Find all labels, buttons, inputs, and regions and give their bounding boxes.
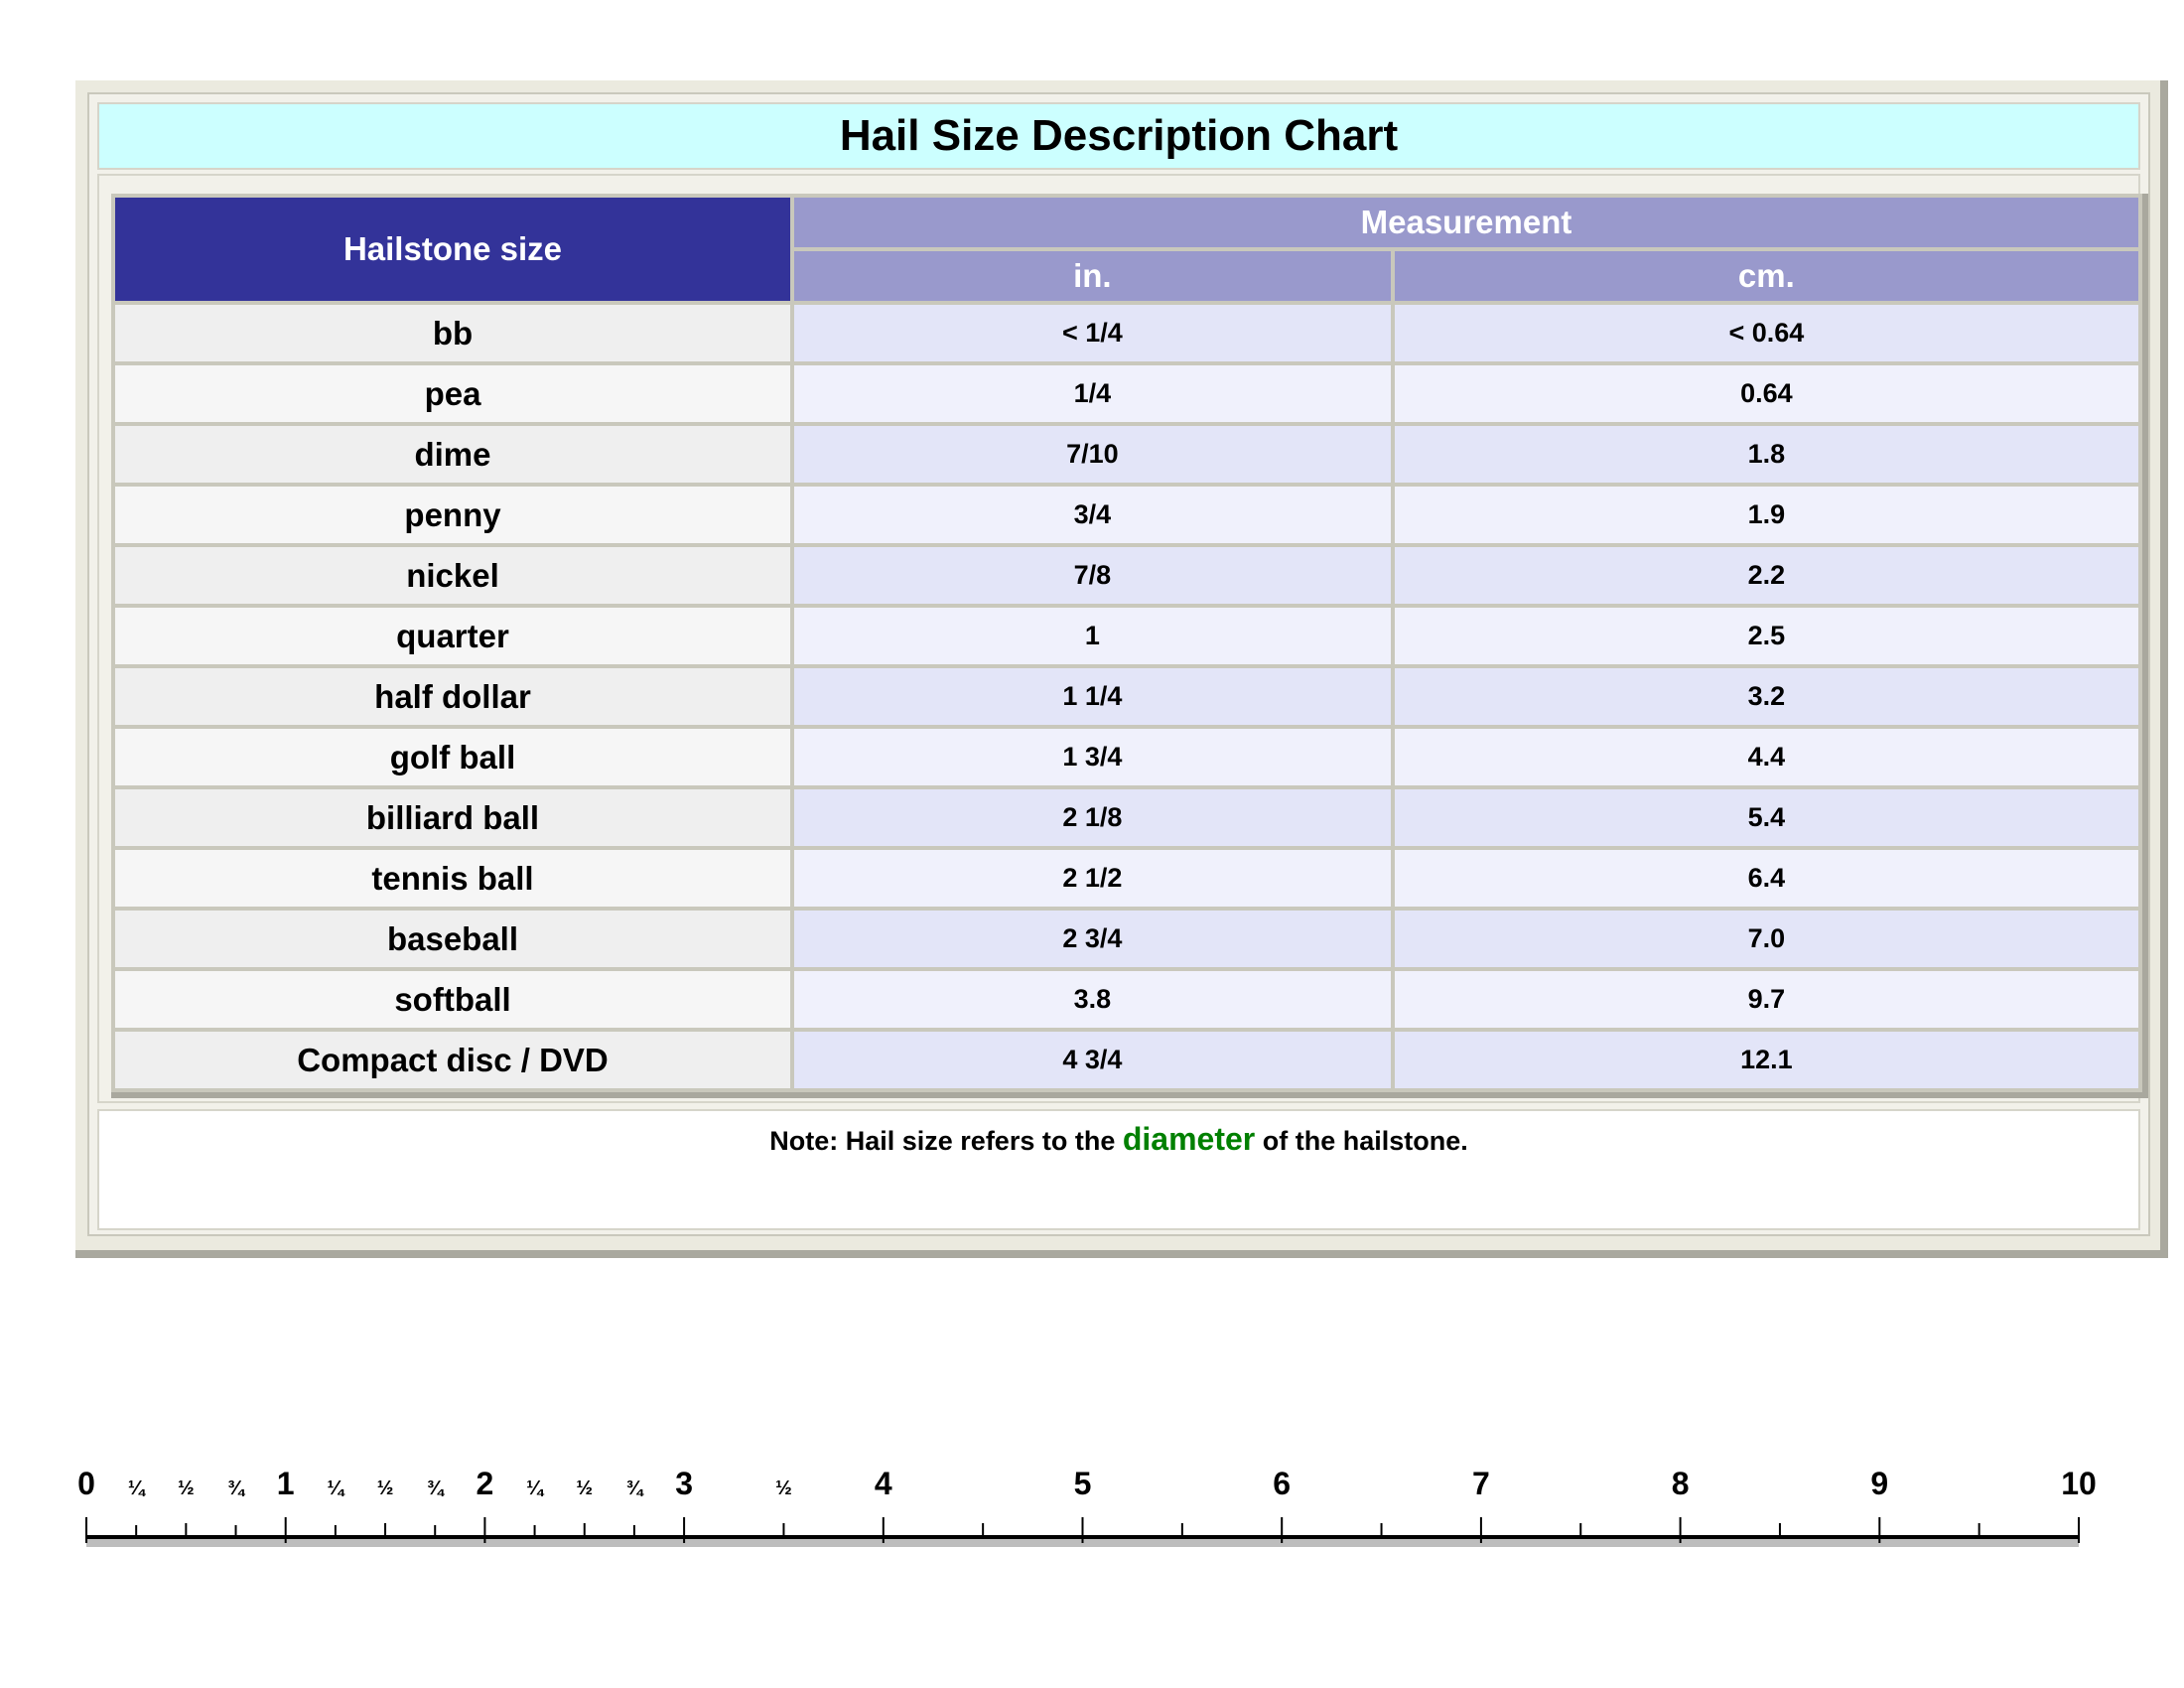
- inches-cell: < 1/4: [794, 305, 1391, 361]
- centimeters-cell: 1.8: [1395, 426, 2138, 483]
- centimeters-cell: 4.4: [1395, 729, 2138, 785]
- inches-cell: 1: [794, 608, 1391, 664]
- ruler-inch-label: 2: [476, 1466, 494, 1501]
- centimeters-cell: 9.7: [1395, 971, 2138, 1028]
- note-text: [99, 1121, 2138, 1158]
- chart-panel: [75, 80, 2168, 1258]
- ruler-inch-label: 0: [77, 1466, 95, 1501]
- ruler-inch-label: 10: [2061, 1466, 2097, 1501]
- note-prefix: Note: Hail size refers to the: [769, 1126, 1123, 1156]
- hailstone-name-cell: nickel: [115, 547, 790, 604]
- inch-ruler: [0, 1450, 2184, 1559]
- ruler-fraction-label: ¼: [327, 1477, 344, 1499]
- table-row: [115, 1032, 2138, 1088]
- table-row: [115, 911, 2138, 967]
- inches-cell: 4 3/4: [794, 1032, 1391, 1088]
- table-row: [115, 971, 2138, 1028]
- note-highlight: diameter: [1122, 1121, 1256, 1157]
- hailstone-name-cell: baseball: [115, 911, 790, 967]
- table-row: [115, 426, 2138, 483]
- note-box: [97, 1109, 2140, 1230]
- header-centimeters: cm.: [1395, 251, 2138, 301]
- page-title: Hail Size Description Chart: [97, 102, 2140, 170]
- inches-cell: 1/4: [794, 365, 1391, 422]
- header-hailstone-size: Hailstone size: [115, 198, 790, 301]
- inches-cell: 2 1/8: [794, 789, 1391, 846]
- hailstone-name-cell: tennis ball: [115, 850, 790, 907]
- hailstone-name-cell: penny: [115, 487, 790, 543]
- centimeters-cell: < 0.64: [1395, 305, 2138, 361]
- inches-cell: 1 3/4: [794, 729, 1391, 785]
- ruler-inch-label: 8: [1671, 1466, 1690, 1501]
- ruler-inch-label: 9: [1870, 1466, 1889, 1501]
- table-row: [115, 365, 2138, 422]
- hail-size-table: [111, 194, 2148, 1098]
- hailstone-name-cell: dime: [115, 426, 790, 483]
- hailstone-name-cell: billiard ball: [115, 789, 790, 846]
- chart-frame: [87, 92, 2150, 1236]
- ruler-fraction-label: ¾: [426, 1477, 444, 1499]
- table-row: [115, 850, 2138, 907]
- hailstone-name-cell: golf ball: [115, 729, 790, 785]
- inches-cell: 1 1/4: [794, 668, 1391, 725]
- ruler-inch-label: 4: [874, 1466, 892, 1501]
- header-inches: in.: [794, 251, 1391, 301]
- ruler-fraction-label: ¾: [227, 1477, 244, 1499]
- hailstone-name-cell: bb: [115, 305, 790, 361]
- inches-cell: 2 1/2: [794, 850, 1391, 907]
- centimeters-cell: 12.1: [1395, 1032, 2138, 1088]
- ruler-fraction-label: ½: [775, 1477, 792, 1499]
- table-row: [115, 789, 2138, 846]
- inches-cell: 2 3/4: [794, 911, 1391, 967]
- centimeters-cell: 5.4: [1395, 789, 2138, 846]
- centimeters-cell: 2.5: [1395, 608, 2138, 664]
- hailstone-name-cell: pea: [115, 365, 790, 422]
- note-suffix: of the hailstone.: [1255, 1126, 1468, 1156]
- centimeters-cell: 2.2: [1395, 547, 2138, 604]
- ruler-fraction-label: ½: [178, 1477, 195, 1499]
- ruler-inch-label: 6: [1273, 1466, 1292, 1501]
- ruler-fraction-label: ½: [376, 1477, 394, 1499]
- centimeters-cell: 3.2: [1395, 668, 2138, 725]
- inches-cell: 3/4: [794, 487, 1391, 543]
- table-container: [97, 174, 2140, 1103]
- table-row: [115, 305, 2138, 361]
- hailstone-name-cell: Compact disc / DVD: [115, 1032, 790, 1088]
- centimeters-cell: 7.0: [1395, 911, 2138, 967]
- ruler-fraction-label: ¾: [625, 1477, 643, 1499]
- hailstone-name-cell: softball: [115, 971, 790, 1028]
- table-row: [115, 608, 2138, 664]
- table-row: [115, 668, 2138, 725]
- hailstone-name-cell: half dollar: [115, 668, 790, 725]
- ruler-inch-label: 5: [1073, 1466, 1092, 1501]
- centimeters-cell: 1.9: [1395, 487, 2138, 543]
- hailstone-name-cell: quarter: [115, 608, 790, 664]
- ruler-fraction-label: ¼: [526, 1477, 543, 1499]
- header-measurement: Measurement: [794, 198, 2138, 247]
- ruler-fraction-label: ½: [576, 1477, 594, 1499]
- inches-cell: 3.8: [794, 971, 1391, 1028]
- inches-cell: 7/10: [794, 426, 1391, 483]
- table-row: [115, 547, 2138, 604]
- table-row: [115, 729, 2138, 785]
- inches-cell: 7/8: [794, 547, 1391, 604]
- centimeters-cell: 6.4: [1395, 850, 2138, 907]
- table-row: [115, 487, 2138, 543]
- centimeters-cell: 0.64: [1395, 365, 2138, 422]
- ruler-inch-label: 7: [1472, 1466, 1490, 1501]
- ruler-inch-label: 3: [675, 1466, 693, 1501]
- ruler-inch-label: 1: [276, 1466, 295, 1501]
- ruler-fraction-label: ¼: [127, 1477, 145, 1499]
